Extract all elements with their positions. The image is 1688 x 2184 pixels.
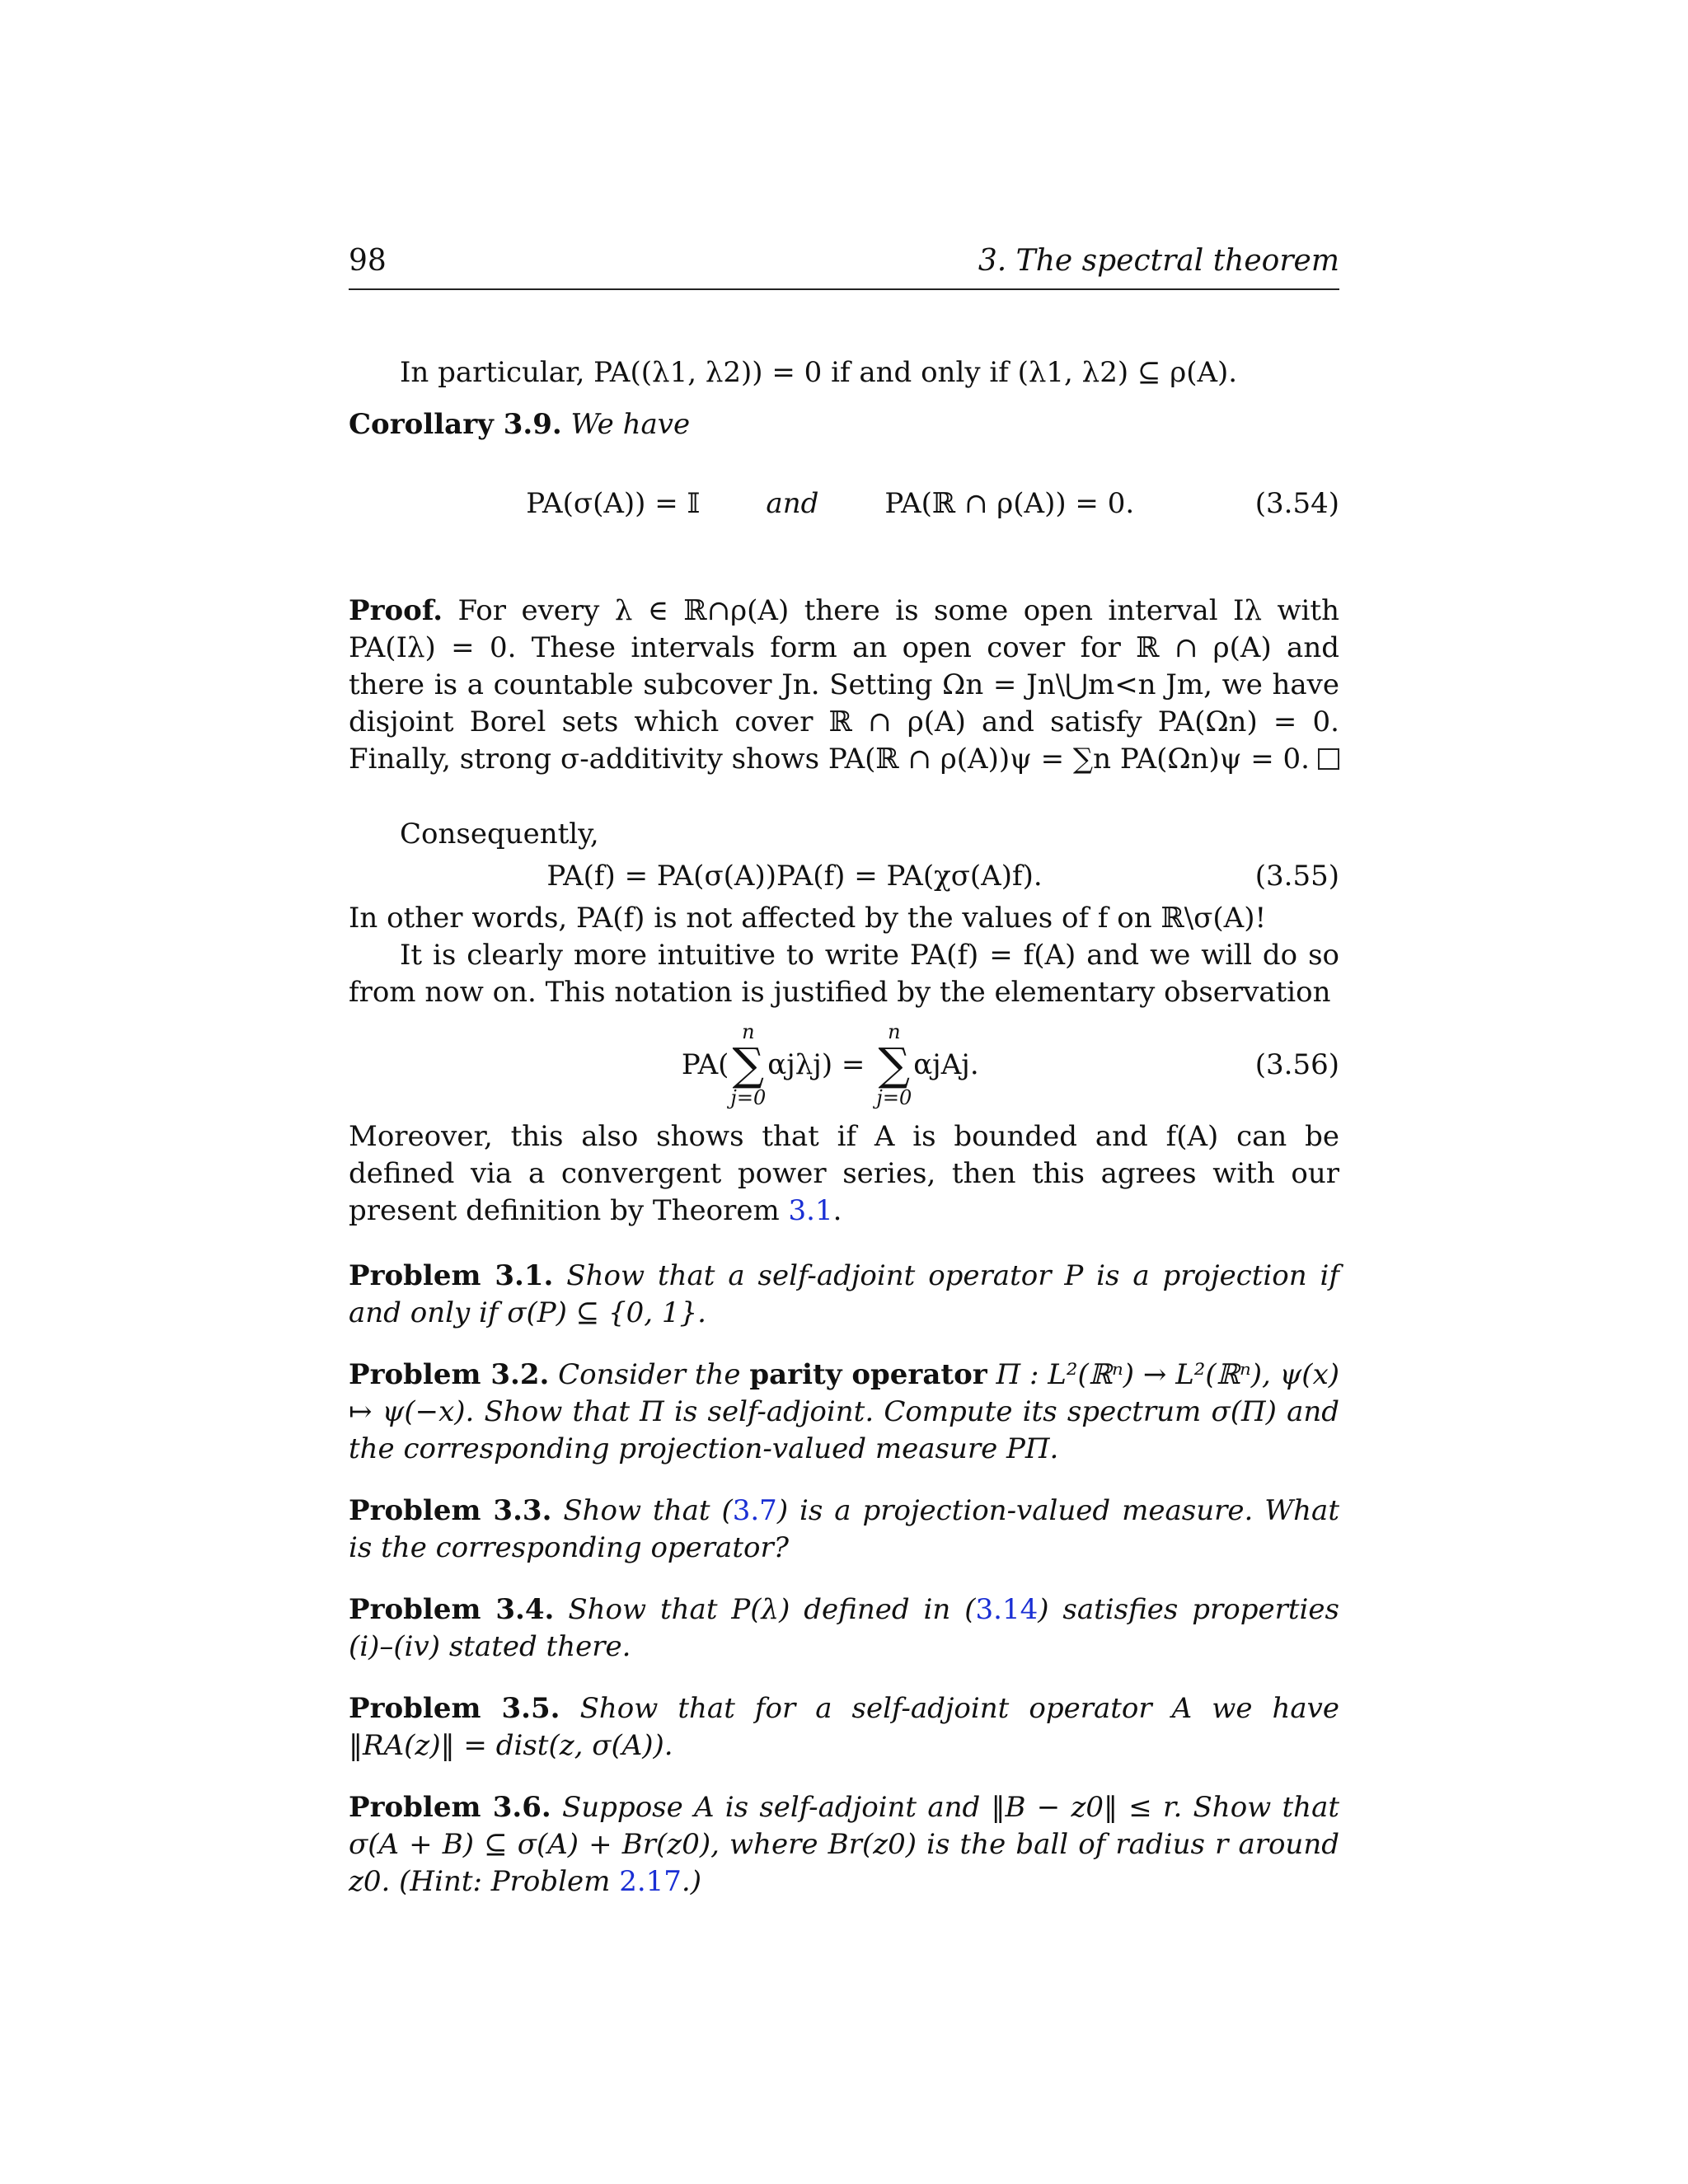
corollary-label: Corollary 3.9. [349,408,562,441]
corollary-3-9 [349,406,1339,443]
problem-3-1: Problem 3.1. Show that a self-adjoint operator P is a projection if and only if σ(P) ⊆ {0, 1}. [349,1259,1339,1329]
page-number: 98 [349,244,387,278]
eq-3-56-rhs-term: αjAj. [913,1047,979,1081]
eq-3-54-right: PA(ℝ ∩ ρ(A)) = 0. [884,487,1135,520]
problem-link[interactable]: 2.17 [619,1865,682,1898]
equation-3-54 [349,448,1339,560]
eq-3-56-lhs-start: PA( [681,1047,729,1081]
paragraph-consequently: Consequently, [400,818,599,851]
sum-icon: n ∑ j=0 [876,1020,912,1109]
problem-3-3: Problem 3.3. Show that (3.7) is a projection-valued measure. What is the corresponding operator? [349,1494,1339,1564]
running-header [349,244,1339,290]
main-text [349,354,1339,1925]
chapter-title: 3. The spectral theorem [978,244,1339,278]
problem-3-6: Problem 3.6. Suppose A is self-adjoint and ‖B − z0‖ ≤ r. Show that σ(A + B) ⊆ σ(A) + Br(z0), where Br(z0) is the ball of radius r around z0. (Hint: Problem 2.17.) [349,1791,1340,1898]
equation-link[interactable]: 3.14 [975,1593,1039,1626]
qed-box-icon [1318,741,1339,778]
paragraph-moreover: Moreover, this also shows that if A is bounded and f(A) can be defined via a convergent power series, then this agrees with our present definition by Theorem 3.1. [349,1120,1339,1227]
eq-3-54-and: and [766,487,819,520]
sum-icon: n ∑ j=0 [730,1020,767,1109]
paragraph-other-words: In other words, PA(f) is not affected by the values of f on ℝ\σ(A)! [349,902,1267,935]
proof [349,593,1339,778]
problem-3-4: Problem 3.4. Show that P(λ) defined in (3.14) satisfies properties (i)–(iv) stated there. [349,1593,1339,1663]
problem-3-5: Problem 3.5. Show that for a self-adjoint operator A we have ‖RA(z)‖ = dist(z, σ(A)). [349,1692,1340,1762]
eq-3-55-body: PA(f) = PA(σ(A))PA(f) = PA(χσ(A)f). [546,860,1043,893]
eq-3-56-number: (3.56) [1254,1047,1339,1081]
eq-3-54-left: PA(σ(A)) = 𝕀 [526,487,701,520]
eq-3-54-number: (3.54) [1254,487,1339,520]
equation-link[interactable]: 3.7 [732,1494,777,1527]
proof-text: For every λ ∈ ℝ∩ρ(A) there is some open interval Iλ with PA(Iλ) = 0. These intervals form an open cover for ℝ ∩ ρ(A) and there is a countable subcover Jn. Setting Ωn = Jn\⋃m<n Jm, we have disjoint Borel sets which cover ℝ ∩ ρ(A) and satisfy PA(Ωn) = 0. Finally, strong σ-additivity shows PA(ℝ ∩ ρ(A))ψ = ∑n PA(Ωn)ψ = 0. [349,594,1339,776]
problem-3-2: Problem 3.2. Consider the parity operator Π : L²(ℝⁿ) → L²(ℝⁿ), ψ(x) ↦ ψ(−x). Show that Π is self-adjoint. Compute its spectrum σ(Π) and the corresponding projection-valued measure PΠ. [349,1358,1340,1465]
eq-3-56-lhs-term: αjλj) = [767,1047,865,1081]
paragraph-in-particular: In particular, PA((λ1, λ2)) = 0 if and only if (λ1, λ2) ⊆ ρ(A). [400,356,1238,389]
corollary-text: We have [570,408,691,441]
eq-3-55-number: (3.55) [1254,860,1339,893]
equation-3-56 [349,1016,1339,1113]
proof-label: Proof. [349,594,443,627]
paragraph-intuitive: It is clearly more intuitive to write PA(f) = f(A) and we will do so from now on. This notation is justified by the elementary observation [349,939,1339,1009]
theorem-link[interactable]: 3.1 [788,1194,833,1227]
equation-3-55 [349,858,1339,895]
